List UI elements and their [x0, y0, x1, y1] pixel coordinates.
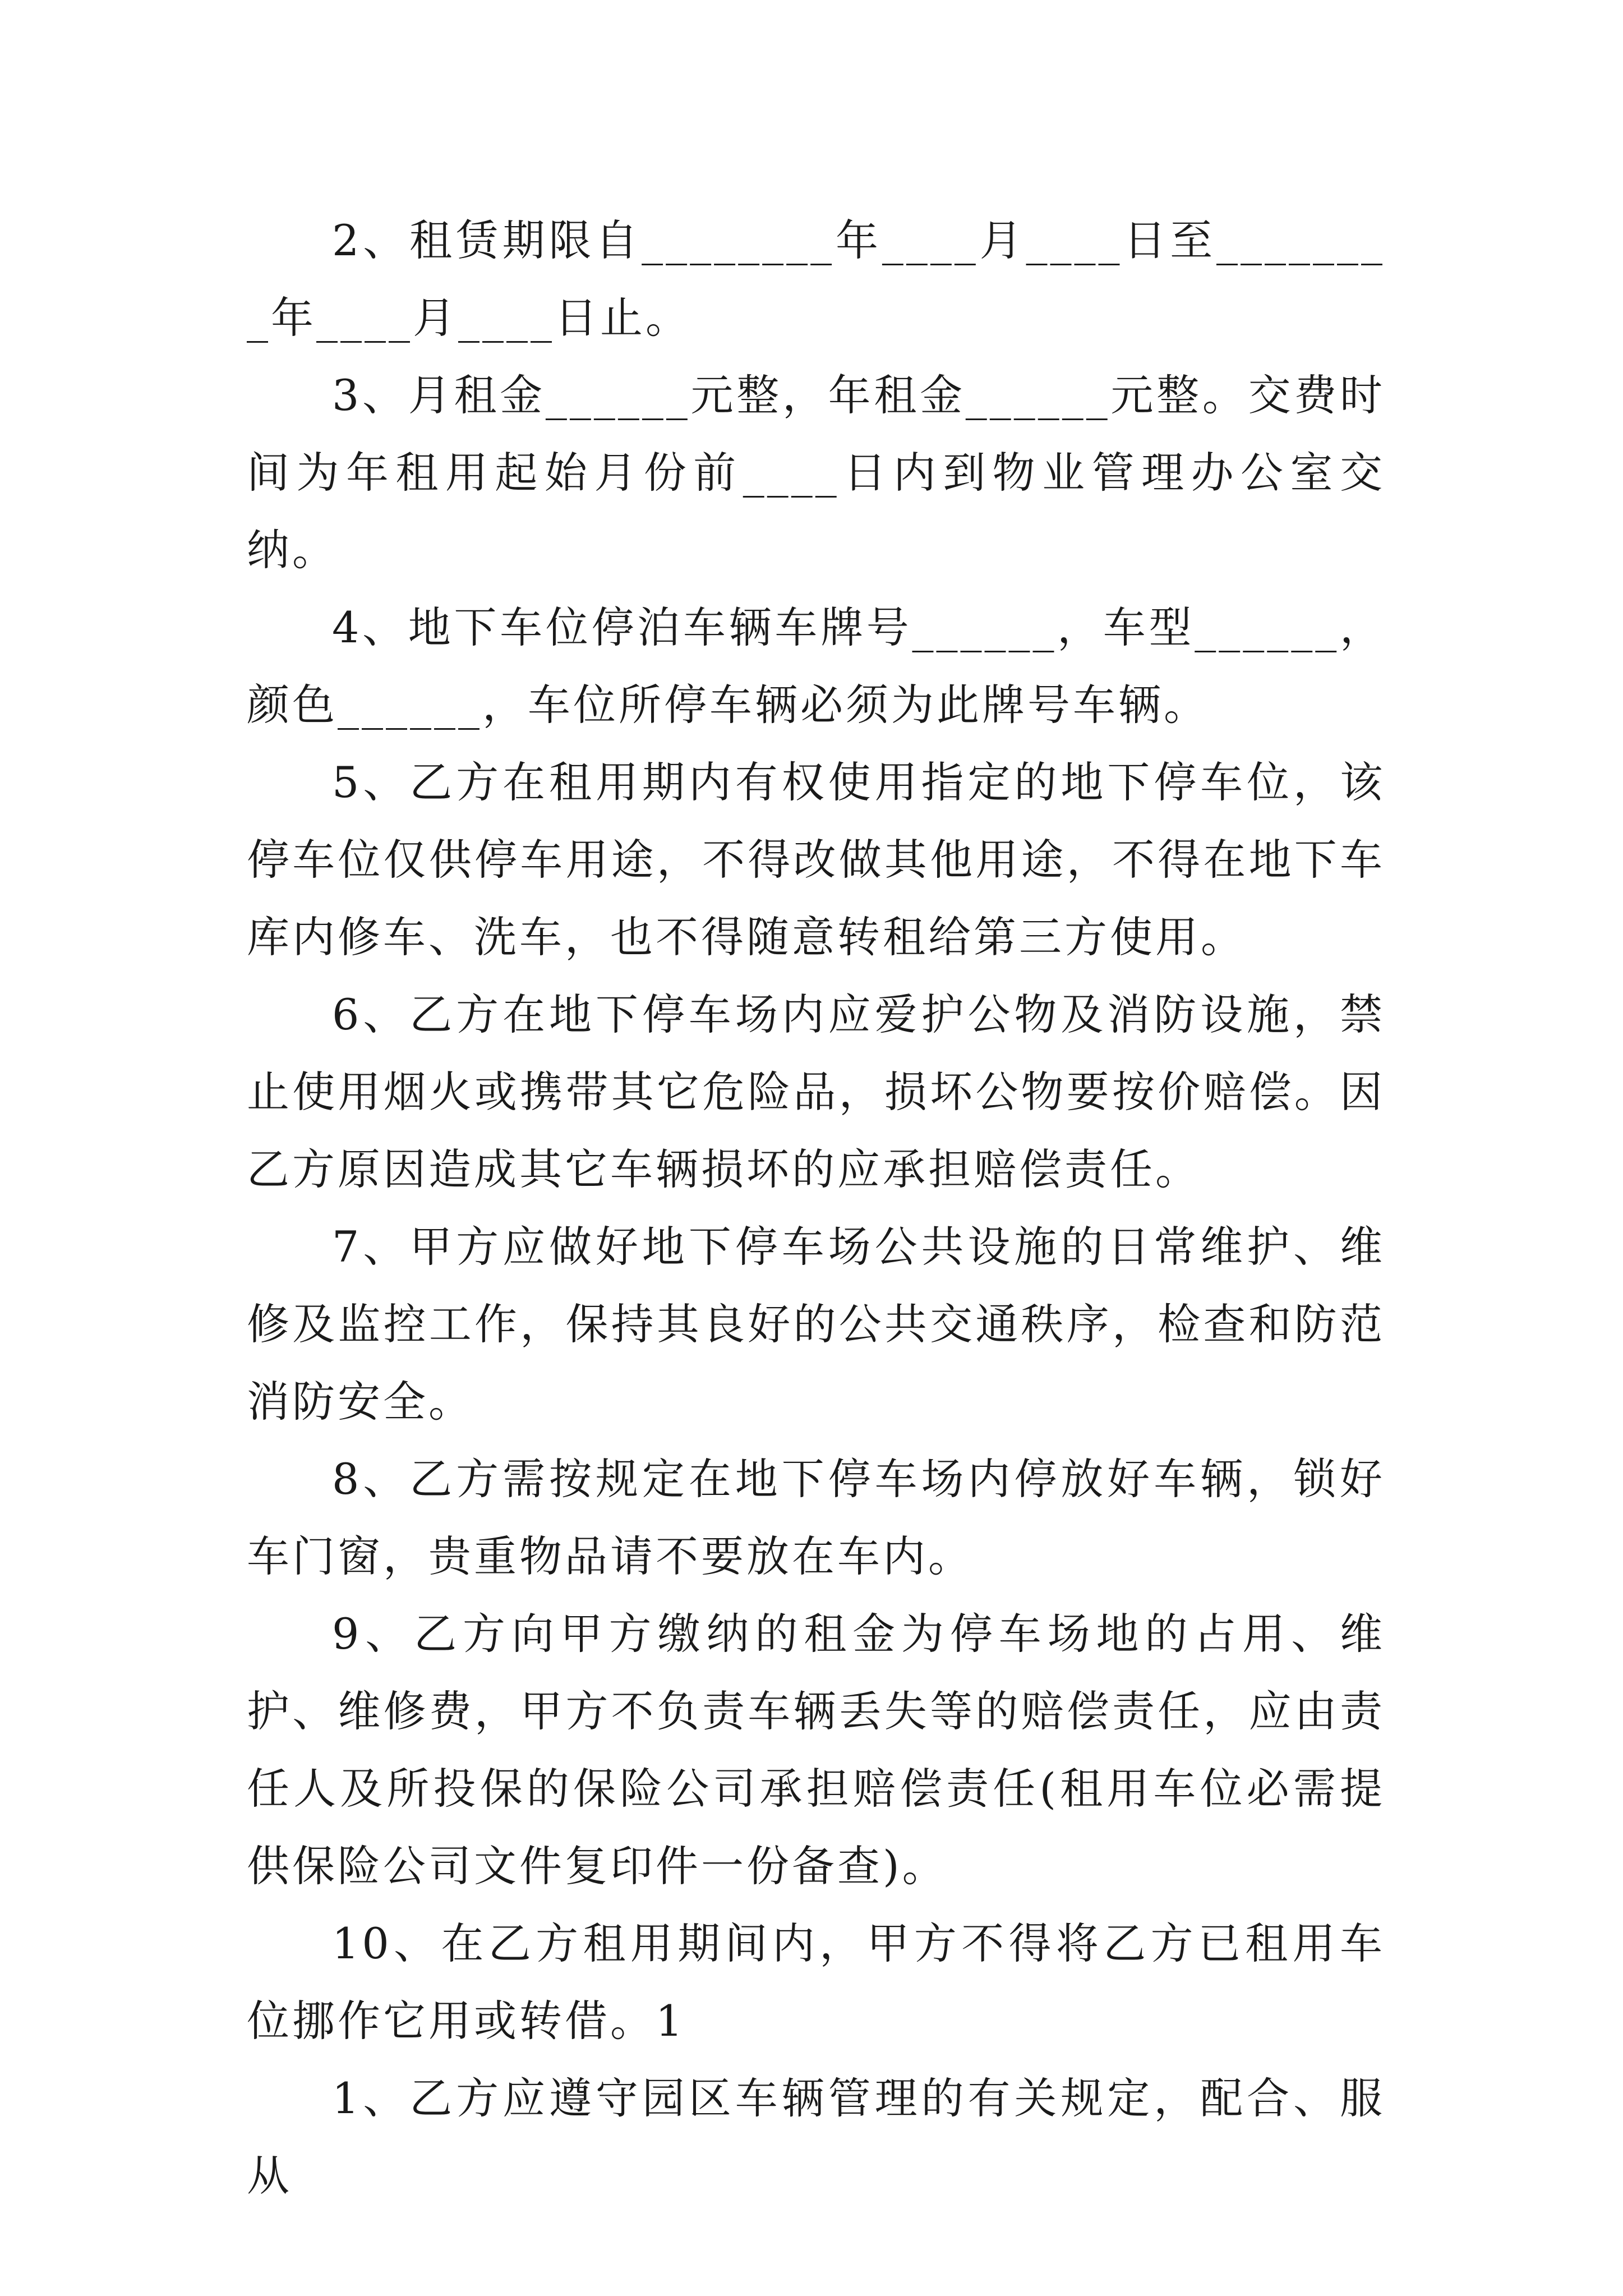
clause-10-no-transfer: 10、在乙方租用期间内，甲方不得将乙方已租用车位挪作它用或转借。1: [247, 1918, 1385, 2046]
clause-7-maintenance: 7、甲方应做好地下停车场公共设施的日常维护、维修及监控工作，保持其良好的公共交通秩序，检查和防范消防安全。: [247, 1222, 1385, 1427]
clause-6-safety: 6、乙方在地下停车场内应爱护公物及消防设施，禁止使用烟火或携带其它危险品，损坏公物要按价赔偿。因乙方原因造成其它车辆损坏的应承担赔偿责任。: [247, 990, 1385, 1194]
document-body: [247, 202, 1385, 2215]
clause-5-usage: 5、乙方在租用期内有权使用指定的地下停车位，该停车位仅供停车用途，不得改做其他用途，不得在地下车库内修车、洗车，也不得随意转租给第三方使用。: [247, 757, 1385, 962]
clause-4-vehicle-info: 4、地下车位停泊车辆车牌号______，车型______，颜色______，车位所停车辆必须为此牌号车辆。: [247, 602, 1385, 730]
clause-11-regulations: 1、乙方应遵守园区车辆管理的有关规定，配合、服从: [247, 2073, 1385, 2201]
clause-3-rent: 3、月租金______元整，年租金______元整。交费时间为年租用起始月份前____日内到物业管理办公室交纳。: [247, 370, 1385, 575]
clause-8-parking: 8、乙方需按规定在地下停车场内停放好车辆，锁好车门窗，贵重物品请不要放在车内。: [247, 1454, 1385, 1581]
clause-9-liability: 9、乙方向甲方缴纳的租金为停车场地的占用、维护、维修费，甲方不负责车辆丢失等的赔偿责任，应由责任人及所投保的保险公司承担赔偿责任(租用车位必需提供保险公司文件复印件一份备查)。: [247, 1609, 1385, 1891]
clause-2-lease-term: 2、租赁期限自________年____月____日至________年____月____日止。: [247, 215, 1385, 343]
